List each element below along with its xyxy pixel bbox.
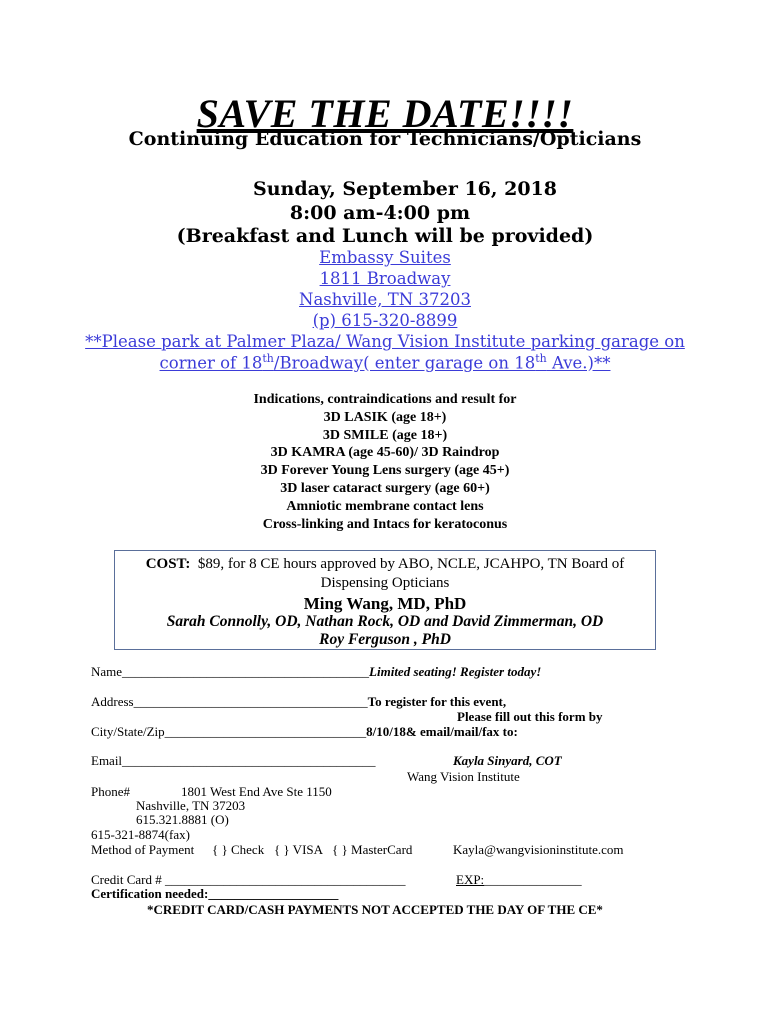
address-field[interactable]: ____________________________________ xyxy=(133,694,368,709)
payment-label: Method of Payment xyxy=(91,842,195,857)
cost-text-1: $89, for 8 CE hours approved by ABO, NCLE, JCAHPO, TN Board of xyxy=(197,556,625,572)
topic-item: 3D Forever Young Lens surgery (age 45+) xyxy=(260,463,510,478)
cost-label: COST: xyxy=(145,556,191,572)
address-row[interactable] xyxy=(91,694,506,710)
venue-street-link[interactable]: 1811 Broadway xyxy=(319,269,451,288)
exp-label: EXP: xyxy=(456,872,485,887)
cost-line1 xyxy=(115,556,655,573)
venue-city-link[interactable]: Nashville, TN 37203 xyxy=(299,290,471,309)
parking-text-a: corner of 18 xyxy=(159,353,263,373)
contact-email[interactable]: Kayla@wangvisioninstitute.com xyxy=(453,842,624,857)
name-field[interactable]: ______________________________________ xyxy=(122,664,370,679)
contact-name: Kayla Sinyard, COT xyxy=(453,753,562,768)
register-note-3: 8/10/18& email/mail/fax to: xyxy=(366,724,518,739)
cost-box xyxy=(114,550,656,650)
payment-notice: *CREDIT CARD/CASH PAYMENTS NOT ACCEPTED THE DAY OF THE CE* xyxy=(147,902,603,917)
institute-name: Wang Vision Institute xyxy=(407,769,520,784)
co-speakers-line2: Roy Ferguson , PhD xyxy=(319,631,451,648)
city-row[interactable] xyxy=(91,724,518,740)
topic-item: 3D KAMRA (age 45-60)/ 3D Raindrop xyxy=(270,445,500,460)
register-note-2: Please fill out this form by xyxy=(457,709,603,724)
city-field[interactable]: _______________________________ xyxy=(164,724,367,739)
event-date: Sunday, September 16, 2018 xyxy=(252,178,557,200)
topic-item: Amniotic membrane contact lens xyxy=(286,499,484,514)
event-time: 8:00 am-4:00 pm xyxy=(289,202,471,224)
event-meals: (Breakfast and Lunch will be provided) xyxy=(176,225,594,247)
name-label: Name xyxy=(91,664,123,679)
phone-label[interactable]: Phone# xyxy=(91,784,130,799)
institute-address-1: 1801 West End Ave Ste 1150 xyxy=(181,784,332,799)
topic-item: 3D laser cataract surgery (age 60+) xyxy=(280,481,490,496)
certification-row[interactable] xyxy=(91,886,338,902)
co-speakers-line1: Sarah Connolly, OD, Nathan Rock, OD and David Zimmerman, OD xyxy=(166,613,604,630)
name-row[interactable] xyxy=(91,664,541,680)
parking-sup-1: th xyxy=(262,352,274,365)
email-row[interactable] xyxy=(91,753,376,769)
credit-card-field[interactable]: _____________________________________ xyxy=(165,872,406,887)
topic-item: Cross-linking and Intacs for keratoconus xyxy=(262,517,508,532)
parking-text-b: /Broadway( enter garage on 18 xyxy=(273,353,536,373)
register-note-1: To register for this event, xyxy=(367,694,507,709)
venue-name-link[interactable]: Embassy Suites xyxy=(319,248,451,267)
topic-item: 3D SMILE (age 18+) xyxy=(322,428,448,443)
limited-seating-note: Limited seating! Register today! xyxy=(369,664,542,679)
payment-options[interactable]: { } Check { } VISA { } MasterCard xyxy=(212,842,413,857)
fax-number: 615-321-8874(fax) xyxy=(91,827,190,842)
address-label: Address xyxy=(91,694,134,709)
page-title: SAVE THE DATE!!!! xyxy=(196,91,574,136)
credit-card-label: Credit Card # xyxy=(91,872,166,887)
parking-note-line2[interactable] xyxy=(0,352,770,373)
certification-field[interactable]: ____________________ xyxy=(208,886,339,901)
parking-text-c: Ave.)** xyxy=(546,353,611,373)
venue-phone-link[interactable]: (p) 615-320-8899 xyxy=(312,311,458,330)
exp-field[interactable]: _______________ xyxy=(484,872,582,887)
speaker-name: Ming Wang, MD, PhD xyxy=(303,594,467,613)
institute-address-2: Nashville, TN 37203 xyxy=(136,798,246,813)
certification-label: Certification needed: xyxy=(91,886,209,901)
page-subtitle: Continuing Education for Technicians/Opticians xyxy=(128,128,642,150)
parking-sup-2: th xyxy=(535,352,547,365)
office-phone: 615.321.8881 (O) xyxy=(136,812,229,827)
email-label: Email xyxy=(91,753,123,768)
cost-line2: Dispensing Opticians xyxy=(320,575,450,591)
topics-intro: Indications, contraindications and result for xyxy=(253,392,517,407)
topic-item: 3D LASIK (age 18+) xyxy=(323,410,447,425)
city-label: City/State/Zip xyxy=(91,724,165,739)
parking-note-line1[interactable]: **Please park at Palmer Plaza/ Wang Vision Institute parking garage on xyxy=(85,332,685,351)
exp-row[interactable] xyxy=(456,872,582,888)
email-field[interactable]: _______________________________________ xyxy=(122,753,376,768)
